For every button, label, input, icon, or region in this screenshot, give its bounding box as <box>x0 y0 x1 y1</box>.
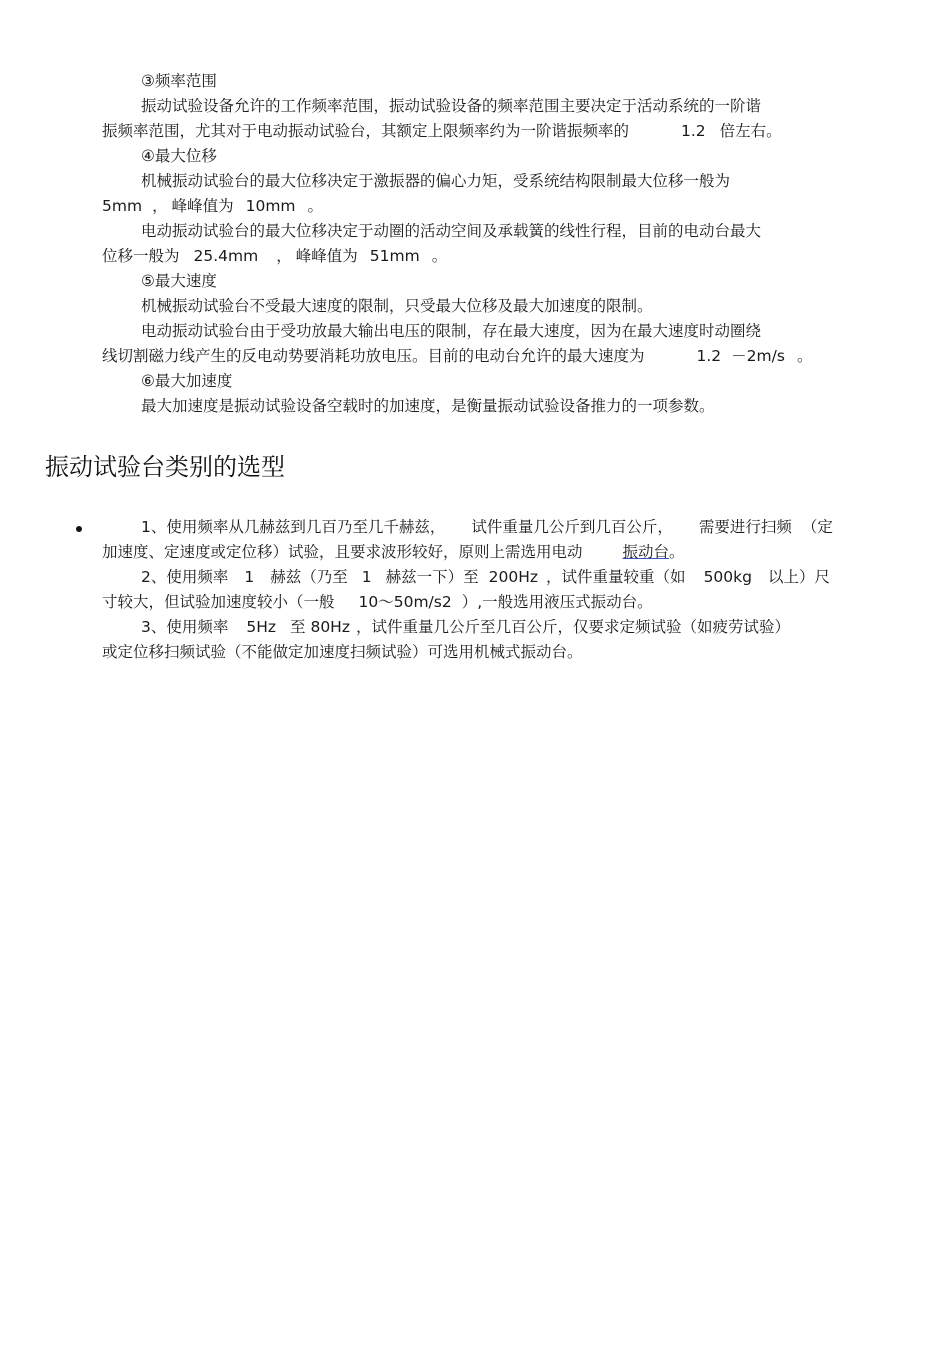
mech-speed-line: 机械振动试验台不受最大速度的限制，只受最大位移及最大加速度的限制。 <box>141 297 653 315</box>
item2-line2 <box>102 590 902 615</box>
text-span: （定 <box>801 518 833 536</box>
text-span: 峰峰值为 <box>171 197 234 215</box>
value-51mm: 51mm <box>369 247 420 265</box>
value-1-2: 1.2 <box>696 347 722 365</box>
vibration-table-link[interactable]: 振动台 <box>622 543 670 561</box>
value-200hz: 200Hz <box>488 568 539 586</box>
text-span: 加速度、定速度或定位移）试验，且要求波形较好，原则上需选用电动 <box>102 543 583 561</box>
text-span: 线切割磁力线产生的反电动势要消耗功放电压。目前的电动台允许的最大速度为 <box>102 347 645 365</box>
section-heading: 振动试验台类别的选型 <box>45 453 285 481</box>
text-span: ，试件重量较重（如 <box>546 568 686 586</box>
max-accel-line: 最大加速度是振动试验设备空载时的加速度，是衡量振动试验设备推力的一项参数。 <box>141 397 715 415</box>
freq-range-title: ③频率范围 <box>141 72 217 90</box>
text-span: 振频率范围，尤其对于电动振动试验台，其额定上限频率约为一阶谐振频率的 <box>102 122 630 140</box>
value-2ms: －2m/s <box>731 347 785 365</box>
value-1: 1 <box>244 568 255 586</box>
max-speed-title: ⑤最大速度 <box>141 272 217 290</box>
value-5mm: 5mm <box>102 197 143 215</box>
value-80hz: 至 80Hz <box>290 618 350 636</box>
text-span: 峰峰值为 <box>295 247 358 265</box>
text-span: 试件重量几公斤到几百公斤， <box>471 518 673 536</box>
text-span: 。 <box>307 197 324 215</box>
max-accel-title: ⑥最大加速度 <box>141 372 233 390</box>
text-span: 3、使用频率 <box>141 618 229 636</box>
freq-range-line2 <box>102 119 902 144</box>
text-span: 以上）尺 <box>767 568 830 586</box>
text-span: 赫兹（乃至 <box>270 568 348 586</box>
item1-line1 <box>141 515 941 540</box>
bullet-dot <box>76 526 82 532</box>
value-500kg: 500kg <box>703 568 752 586</box>
text-span: ， <box>276 247 292 265</box>
text-span: 寸较大，但试验加速度较小（一般 <box>102 593 335 611</box>
item3-line2: 或定位移扫频试验（不能做定加速度扫频试验）可选用机械式振动台。 <box>102 643 583 661</box>
value-1-2: 1.2 <box>681 122 706 140</box>
text-span: 倍左右。 <box>719 122 782 140</box>
max-disp-title: ④最大位移 <box>141 147 217 165</box>
item1-line2 <box>102 540 902 565</box>
value-25-4mm: 25.4mm <box>193 247 259 265</box>
text-span: 需要进行扫频 <box>698 518 792 536</box>
text-span: ， <box>152 197 168 215</box>
value-5hz: 5Hz <box>246 618 277 636</box>
elec-disp-line2 <box>102 244 902 269</box>
elec-disp-line1: 电动振动试验台的最大位移决定于动圈的活动空间及承载簧的线性行程，目前的电动台最大 <box>141 222 762 240</box>
text-span: ）,一般选用液压式振动台。 <box>461 593 653 611</box>
mech-disp-line2 <box>102 194 902 219</box>
text-span: ，试件重量几公斤至几百公斤，仅要求定频试验（如疲劳试验） <box>355 618 790 636</box>
text-span: 1、使用频率从几赫兹到几百乃至几千赫兹， <box>141 518 446 536</box>
elec-speed-line2 <box>102 344 902 369</box>
text-span: 。 <box>796 347 813 365</box>
freq-range-line1: 振动试验设备允许的工作频率范围，振动试验设备的频率范围主要决定于活动系统的一阶谐 <box>141 97 762 115</box>
item3-line1 <box>141 615 941 640</box>
elec-speed-line1: 电动振动试验台由于受功放最大输出电压的限制，存在最大速度，因为在最大速度时动圈绕 <box>141 322 762 340</box>
mech-disp-line1: 机械振动试验台的最大位移决定于激振器的偏心力矩，受系统结构限制最大位移一般为 <box>141 172 731 190</box>
text-span: 。 <box>669 543 685 561</box>
text-span: 。 <box>431 247 448 265</box>
value-10mm: 10mm <box>245 197 296 215</box>
value-1: 1 <box>361 568 372 586</box>
value-10-50ms2: 10～50m/s2 <box>358 593 452 611</box>
text-span: 赫兹一下）至 <box>385 568 479 586</box>
text-span: 位移一般为 <box>102 247 180 265</box>
item2-line1 <box>141 565 941 590</box>
text-span: 2、使用频率 <box>141 568 229 586</box>
